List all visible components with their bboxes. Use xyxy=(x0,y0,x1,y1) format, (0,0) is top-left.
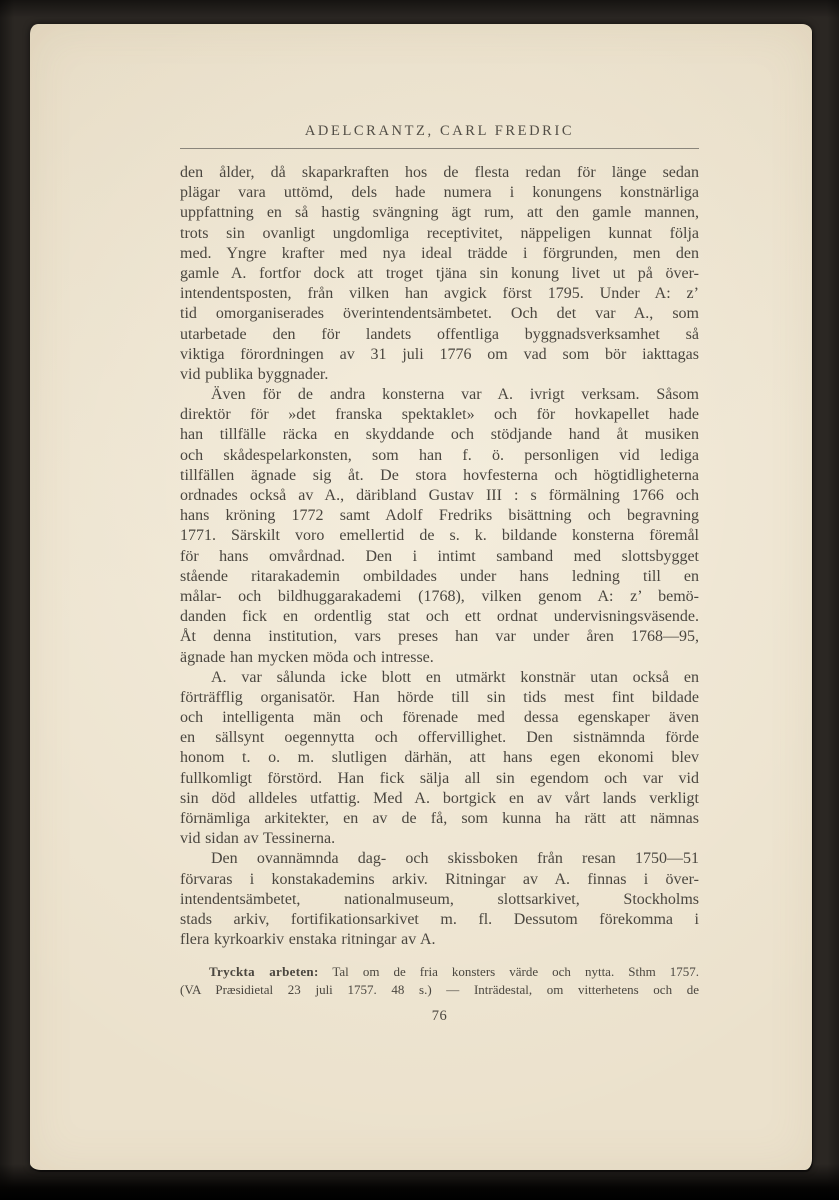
footnote-label: Tryckta arbeten: xyxy=(209,964,319,980)
text-line: trots sin ovanligt ungdomliga receptivitet, näppeligen kunnat följa xyxy=(180,224,699,242)
text-line: gamle A. fortfor dock att troget tjäna sin konung livet ut på över- xyxy=(180,264,699,282)
text-line: flera kyrkoarkiv enstaka ritningar av A. xyxy=(180,931,436,949)
text-line: ägnade han mycken möda och intresse. xyxy=(180,648,434,666)
footnote xyxy=(180,963,699,999)
text-line: för hans omvårdnad. Den i intimt samband med slottsbygget xyxy=(180,547,699,565)
text-line: danden fick en ordentlig stat och ett ordnat undervisningsväsende. xyxy=(180,608,699,626)
body-text xyxy=(180,163,699,950)
text-line: en sällsynt oegennytta och offervillighet. Den sistnämnda förde xyxy=(180,729,699,747)
text-line: den ålder, då skaparkraften hos de flesta redan för länge sedan xyxy=(180,164,699,181)
text-line: fullkomligt förstörd. Han fick sälja all sin egendom och var vid xyxy=(180,769,699,787)
text-line: tillfällen ägnade sig åt. De stora hovfesterna och högtidligheterna xyxy=(180,466,699,484)
text-line: vid sidan av Tessinerna. xyxy=(180,830,336,848)
text-line: sin död alldeles utfattig. Med A. bortgick en av vårt lands verkligt xyxy=(180,789,699,807)
text-line: med. Yngre krafter med nya ideal trädde i förgrunden, men den xyxy=(180,244,699,262)
text-line: hans kröning 1772 samt Adolf Fredriks bisättning och begravning xyxy=(180,507,699,525)
text-line: stående ritarakademin ombildades under hans ledning till en xyxy=(180,567,699,585)
paper-page xyxy=(30,24,812,1170)
text-line: direktör för »det franska spektaklet» och för hovkapellet hade xyxy=(180,406,699,424)
text-line: och intelligenta män och förenade med dessa egenskaper även xyxy=(180,709,699,727)
text-line: 1771. Särskilt voro emellertid de s. k. bildande konsterna föremål xyxy=(180,527,699,545)
text-block xyxy=(180,123,699,1025)
text-line: plägar vara uttömd, dels hade numera i konungens konstnärliga xyxy=(180,184,699,202)
text-line: tid omorganiserades överintendentsämbetet. Och det var A., som xyxy=(180,305,699,323)
footnote-text: Tal om de fria konsters värde och nytta. Sthm 1757. xyxy=(318,964,699,980)
text-line: intendentsposten, från vilken han avgick först 1795. Under A: z’ xyxy=(180,285,699,303)
text-line: och skådespelarkonsten, som han f. ö. personligen vid lediga xyxy=(180,446,699,464)
text-line: viktiga förordningen av 31 juli 1776 om vad som bör iakttagas xyxy=(180,345,699,363)
text-line: förvaras i konstakademins arkiv. Ritningar av A. finnas i över- xyxy=(180,870,699,888)
footnote-line-1 xyxy=(180,963,699,981)
text-line: Även för de andra konsterna var A. ivrigt verksam. Såsom xyxy=(211,386,699,404)
text-line: förträfflig organisatör. Han hörde till sin tids mest fint bildade xyxy=(180,688,699,706)
text-line: Den ovannämnda dag- och skissboken från resan 1750—51 xyxy=(211,850,699,868)
text-line: honom t. o. m. slutligen därhän, att hans egen ekonomi blev xyxy=(180,749,699,767)
text-line: han tillfälle räcka en skyddande och stödjande hand åt musiken xyxy=(180,426,699,444)
text-line: Åt denna institution, vars preses han var under åren 1768—95, xyxy=(180,628,699,646)
page-number: 76 xyxy=(431,1007,448,1024)
header-rule xyxy=(180,148,699,149)
footnote-line-2: (VA Præsidietal 23 juli 1757. 48 s.) — Inträdestal, om vitterhetens och de xyxy=(180,982,699,998)
text-line: intendentsämbetet, nationalmuseum, slottsarkivet, Stockholms xyxy=(180,890,699,908)
text-line: utarbetade den för landets offentliga byggnadsverksamhet så xyxy=(180,325,699,343)
text-line: uppfattning en så hastig svängning ägt rum, att den gamle mannen, xyxy=(180,204,699,222)
page-title: ADELCRANTZ, CARL FREDRIC xyxy=(304,123,575,139)
text-line: ordnades också av A., däribland Gustav III : s förmälning 1766 och xyxy=(180,487,699,504)
text-line: stads arkiv, fortifikationsarkivet m. fl. Dessutom förekomma i xyxy=(180,910,699,928)
text-line: A. var sålunda icke blott en utmärkt konstnär utan också en xyxy=(211,668,699,686)
text-line: målar- och bildhuggarakademi (1768), vilken genom A: z’ bemö- xyxy=(180,587,699,605)
text-line: förnämliga arkitekter, en av de få, som kunna ha rätt att nämnas xyxy=(180,810,699,827)
running-header xyxy=(180,123,699,149)
text-line: vid publika byggnader. xyxy=(180,365,329,383)
